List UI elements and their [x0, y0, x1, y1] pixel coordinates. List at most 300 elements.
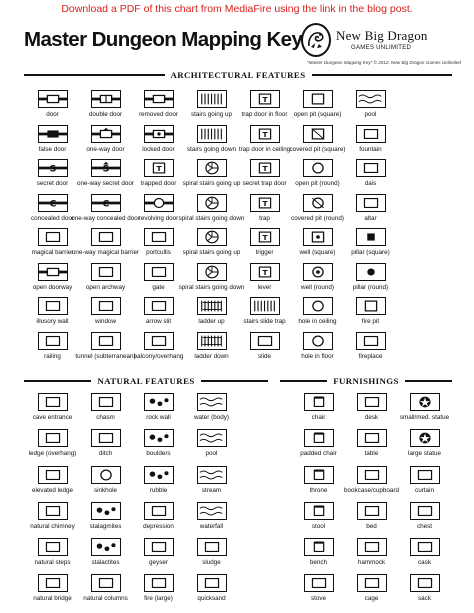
legend-label: fire pit — [361, 318, 380, 325]
legend-cell — [132, 228, 185, 263]
legend-label: natural bridge — [33, 595, 72, 603]
legend-cell — [345, 429, 398, 465]
legend-label: natural chimney — [30, 522, 75, 530]
legend-label: locked door — [142, 145, 175, 153]
fountain-icon — [356, 125, 386, 143]
secret-trap-door-icon — [250, 159, 280, 177]
legend-cell — [398, 538, 451, 574]
arrow-slit-icon — [144, 297, 174, 315]
legend-cell — [238, 90, 291, 125]
legend-label: hammock — [357, 559, 386, 567]
secret-door-icon — [38, 159, 68, 177]
legend-cell — [345, 574, 398, 610]
legend-label: hole in ceiling — [298, 318, 337, 325]
header-rule — [24, 380, 91, 382]
padded-chair-icon — [304, 429, 334, 447]
legend-cell — [291, 332, 344, 367]
pit-round-icon — [303, 159, 333, 177]
legend-cell — [238, 393, 291, 429]
legend-cell — [26, 429, 79, 465]
dragon-seal-icon — [301, 23, 331, 57]
legend-cell — [292, 466, 345, 502]
legend-cell — [291, 159, 344, 194]
legend-cell — [26, 332, 79, 367]
legend-label: portcullis — [146, 249, 171, 256]
legend-cell — [291, 263, 344, 298]
spiral-down-2-icon — [197, 263, 227, 281]
trigger-icon — [250, 228, 280, 246]
legend-label: sludge — [202, 559, 221, 567]
legend-cell — [132, 574, 185, 610]
svg-text:T: T — [261, 198, 268, 208]
legend-cell — [291, 125, 344, 160]
rock-wall-icon — [144, 393, 174, 411]
chasm-icon — [91, 393, 121, 411]
legend-cell — [26, 90, 79, 125]
legend-cell — [344, 263, 397, 298]
legend-label: rock wall — [146, 414, 171, 421]
legend-cell — [185, 297, 238, 332]
stool-icon — [304, 502, 334, 520]
open-doorway-icon — [38, 263, 68, 281]
natural-chimney-icon — [38, 502, 68, 520]
legend-cell — [238, 538, 291, 574]
svg-text:C: C — [49, 199, 56, 209]
pool-icon — [356, 90, 386, 108]
top-download-link[interactable]: Download a PDF of this chart from MediaFire using the link in the blog post. — [61, 3, 413, 15]
legend-cell — [79, 393, 132, 429]
legend-label: stalagmites — [89, 522, 122, 530]
concealed-door-icon — [38, 194, 68, 212]
one-way-magical-barrier-icon — [91, 228, 121, 246]
legend-cell — [398, 502, 451, 538]
architectural-header — [24, 69, 452, 81]
logo-brand-subtitle: GAMES UNLIMITED — [351, 45, 412, 51]
page-title: Master Dungeon Mapping Key — [24, 28, 303, 51]
legend-label: natural columns — [83, 595, 128, 603]
legend-label: geyser — [149, 559, 168, 567]
legend-cell — [398, 429, 451, 465]
legend-cell — [344, 194, 397, 229]
fireplace-icon — [356, 332, 386, 350]
legend-label: trap door in ceiling — [238, 145, 291, 153]
door-icon — [38, 90, 68, 108]
legend-cell — [185, 574, 238, 610]
bed-icon — [357, 502, 387, 520]
legend-label: stove — [310, 595, 327, 603]
legend-label: ladder down — [194, 352, 229, 360]
legend-cell — [26, 263, 79, 298]
legend-cell — [344, 159, 397, 194]
trapped-door-icon — [144, 159, 174, 177]
legend-label: desk — [364, 414, 379, 421]
legend-cell — [79, 538, 132, 574]
legend-cell — [397, 194, 450, 229]
legend-label: window — [95, 318, 116, 325]
legend-cell — [185, 393, 238, 429]
hammock-icon — [357, 538, 387, 556]
legend-label: stool — [311, 522, 326, 530]
legend-label: cask — [418, 559, 431, 567]
stairs-slide-trap-icon — [250, 297, 280, 315]
legend-cell — [132, 90, 185, 125]
legend-label: removed door — [139, 111, 178, 118]
legend-cell — [344, 90, 397, 125]
legend-cell — [398, 466, 451, 502]
legend-cell — [26, 393, 79, 429]
legend-label: dais — [364, 180, 377, 187]
legend-label: revolving door — [138, 214, 179, 222]
legend-label: chest — [416, 522, 433, 530]
legend-label: one-way secret door — [76, 180, 135, 187]
legend-label: small/med. statue — [399, 414, 450, 421]
legend-cell — [344, 297, 397, 332]
natural-steps-icon — [38, 538, 68, 556]
elevated-ledge-icon — [38, 466, 68, 484]
legend-cell — [291, 297, 344, 332]
legend-cell — [132, 538, 185, 574]
legend-cell — [185, 466, 238, 502]
legend-cell — [26, 466, 79, 502]
svg-text:T: T — [155, 164, 162, 174]
dais-icon — [356, 159, 386, 177]
chair-icon — [304, 393, 334, 411]
legend-label: cave entrance — [32, 414, 73, 421]
legend-cell — [292, 429, 345, 465]
svg-text:T: T — [261, 164, 268, 174]
legend-label: one-way magical barrier — [71, 249, 140, 256]
legend-cell — [26, 297, 79, 332]
legend-label: sack — [418, 595, 431, 603]
svg-text:T: T — [261, 129, 268, 139]
natural-title: NATURAL FEATURES — [97, 376, 195, 386]
header-rule — [312, 74, 453, 76]
legend-label: pool — [205, 450, 218, 458]
logo-brand-name: New Big Dragon — [336, 28, 428, 43]
legend-cell — [185, 90, 238, 125]
legend-cell — [26, 159, 79, 194]
legend-cell — [397, 90, 450, 125]
sack-icon — [410, 574, 440, 592]
legend-label: trap — [259, 214, 270, 222]
legend-cell — [238, 466, 291, 502]
legend-label: stairs going down — [186, 145, 236, 153]
legend-cell — [238, 429, 291, 465]
legend-cell — [132, 297, 185, 332]
fire-large-icon — [144, 574, 174, 592]
legend-cell — [71, 228, 140, 263]
stairs-up-icon — [197, 90, 227, 108]
legend-cell — [132, 332, 185, 367]
fire-pit-icon — [356, 297, 386, 315]
well-round-icon — [303, 263, 333, 281]
legend-cell — [26, 574, 79, 610]
legend-cell — [185, 502, 238, 538]
legend-label: tunnel (subterranean) — [75, 352, 136, 360]
legend-cell — [398, 574, 451, 610]
legend-cell — [292, 502, 345, 538]
architectural-grid — [26, 90, 450, 366]
legend-label: cage — [364, 595, 379, 603]
spiral-down-icon — [197, 194, 227, 212]
spiral-up-2-icon — [197, 228, 227, 246]
legend-label: bed — [366, 522, 377, 530]
legend-label: door — [46, 111, 59, 118]
legend-label: concealed door — [30, 214, 75, 222]
one-way-concealed-door-icon — [91, 194, 121, 212]
legend-cell — [79, 125, 132, 160]
railing-icon — [38, 332, 68, 350]
legend-cell — [238, 502, 291, 538]
legend-label: chair — [311, 414, 326, 421]
legend-cell — [26, 538, 79, 574]
natural-bridge-icon — [38, 574, 68, 592]
legend-cell — [185, 538, 238, 574]
svg-text:T: T — [261, 267, 268, 277]
throne-icon — [304, 466, 334, 484]
cask-icon — [410, 538, 440, 556]
legend-cell — [238, 159, 291, 194]
legend-label: one-way concealed door — [71, 214, 140, 222]
legend-cell — [178, 263, 245, 298]
legend-label: bench — [309, 559, 328, 567]
stove-icon — [304, 574, 334, 592]
legend-label: false door — [38, 145, 67, 153]
legend-cell — [397, 297, 450, 332]
legend-cell — [26, 194, 79, 229]
cage-icon — [357, 574, 387, 592]
double-door-icon — [91, 90, 121, 108]
legend-label: throne — [309, 486, 328, 494]
legend-label: ledge (overhang) — [28, 450, 77, 458]
legend-label: table — [364, 450, 379, 458]
legend-label: trigger — [255, 249, 274, 256]
spiral-up-icon — [197, 159, 227, 177]
illusory-wall-icon — [38, 297, 68, 315]
legend-label: natural steps — [34, 559, 71, 567]
legend-label: altar — [364, 214, 377, 222]
legend-cell — [238, 263, 291, 298]
legend-label: ditch — [98, 450, 113, 458]
legend-label: trap door in floor — [241, 111, 288, 118]
natural-grid — [26, 393, 266, 611]
legend-cell — [345, 538, 398, 574]
legend-cell — [344, 125, 397, 160]
pillar-round-icon — [356, 263, 386, 281]
legend-label: pillar (square) — [351, 249, 390, 256]
legend-label: elevated ledge — [32, 486, 73, 494]
legend-cell — [185, 429, 238, 465]
legend-cell — [185, 332, 238, 367]
legend-label: gate — [152, 283, 165, 291]
small-statue-icon — [410, 393, 440, 411]
trap-door-ceiling-icon — [250, 125, 280, 143]
legend-label: railing — [44, 352, 61, 360]
revolving-door-icon — [144, 194, 174, 212]
legend-label: ladder up — [198, 318, 225, 325]
bench-icon — [304, 538, 334, 556]
legend-label: waterfall — [199, 522, 224, 530]
curtain-icon — [410, 466, 440, 484]
legend-label: covered pit (square) — [289, 145, 346, 153]
water-body-icon — [197, 393, 227, 411]
furnishings-title: FURNISHINGS — [333, 376, 399, 386]
legend-cell — [397, 125, 450, 160]
legend-label: open pit (round) — [295, 180, 340, 187]
stalagmites-icon — [91, 502, 121, 520]
hole-ceiling-icon — [303, 297, 333, 315]
sludge-icon — [197, 538, 227, 556]
ledge-overhang-icon — [38, 429, 68, 447]
legend-label: covered pit (round) — [291, 214, 344, 222]
legend-cell — [79, 297, 132, 332]
false-door-icon — [38, 125, 68, 143]
furnishings-grid — [292, 393, 452, 611]
legend-label: well (square) — [299, 249, 336, 256]
legend-label: spiral stairs going down — [178, 214, 245, 222]
legend-cell — [79, 90, 132, 125]
legend-label: well (round) — [301, 283, 334, 291]
legend-cell — [397, 263, 450, 298]
legend-label: trapped door — [140, 180, 177, 187]
legend-label: slide — [258, 352, 271, 360]
legend-label: depression — [143, 522, 174, 530]
legend-label: pillar (round) — [352, 283, 389, 291]
legend-cell — [291, 194, 344, 229]
legend-cell — [238, 194, 291, 229]
ditch-icon — [91, 429, 121, 447]
svg-text:T: T — [261, 95, 268, 105]
large-statue-icon — [410, 429, 440, 447]
legend-label: open pit (square) — [293, 111, 342, 118]
legend-cell — [26, 228, 79, 263]
legend-label: illusory wall — [36, 318, 69, 325]
architectural-title: ARCHITECTURAL FEATURES — [170, 70, 306, 80]
depression-icon — [144, 502, 174, 520]
pit-square-icon — [303, 90, 333, 108]
open-archway-icon — [91, 263, 121, 281]
bookcase-icon — [357, 466, 387, 484]
rubble-icon — [144, 466, 174, 484]
magical-barrier-icon — [38, 228, 68, 246]
lever-icon — [250, 263, 280, 281]
svg-text:C: C — [102, 199, 109, 209]
legend-cell — [397, 159, 450, 194]
pillar-square-icon — [356, 228, 386, 246]
legend-cell — [79, 263, 132, 298]
legend-label: fireplace — [358, 352, 383, 360]
legend-cell — [79, 574, 132, 610]
legend-label: pool — [364, 111, 377, 118]
legend-label: double door — [88, 111, 123, 118]
legend-cell — [345, 393, 398, 429]
legend-label: secret door — [36, 180, 69, 187]
legend-cell — [238, 332, 291, 367]
legend-label: one-way door — [86, 145, 125, 153]
natural-pool-icon — [197, 429, 227, 447]
legend-cell — [344, 228, 397, 263]
legend-label: spiral stairs going up — [182, 249, 241, 256]
header-rule — [201, 380, 268, 382]
boulders-icon — [144, 429, 174, 447]
legend-cell — [132, 429, 185, 465]
legend-label: large statue — [408, 450, 441, 458]
chest-icon — [410, 502, 440, 520]
legend-label: lever — [257, 283, 272, 291]
legend-cell — [238, 297, 291, 332]
covered-pit-round-icon — [303, 194, 333, 212]
legend-cell — [185, 125, 238, 160]
legend-label: arrow slit — [145, 318, 172, 325]
legend-cell — [397, 332, 450, 367]
legend-label: magical barrier — [31, 249, 74, 256]
legend-cell — [75, 332, 136, 367]
covered-pit-square-icon — [303, 125, 333, 143]
legend-label: quicksand — [197, 595, 226, 603]
trap-door-floor-icon — [250, 90, 280, 108]
legend-label: sinkhole — [93, 486, 118, 494]
legend-label: stalactites — [91, 559, 120, 567]
one-way-door-icon — [91, 125, 121, 143]
legend-cell — [344, 332, 397, 367]
balcony-icon — [144, 332, 174, 350]
furnishings-header — [280, 375, 452, 387]
tunnel-icon — [91, 332, 121, 350]
legend-label: spiral stairs going down — [178, 283, 245, 291]
header-rule — [280, 380, 327, 382]
legend-cell — [76, 159, 135, 194]
legend-label: fire (large) — [144, 595, 173, 603]
legend-cell — [238, 574, 291, 610]
legend-cell — [397, 228, 450, 263]
header-rule — [24, 74, 165, 76]
removed-door-icon — [144, 90, 174, 108]
legend-cell — [178, 194, 245, 229]
publisher-logo — [301, 23, 466, 69]
svg-text:S: S — [102, 164, 109, 175]
stream-icon — [197, 466, 227, 484]
table-icon — [357, 429, 387, 447]
legend-label: balcony/overhang — [133, 352, 184, 360]
legend-label: curtain — [415, 486, 434, 494]
legend-label: secret trap door — [242, 180, 287, 187]
legend-cell — [132, 125, 185, 160]
quicksand-icon — [197, 574, 227, 592]
header-rule — [405, 380, 452, 382]
altar-icon — [356, 194, 386, 212]
legend-cell — [79, 466, 132, 502]
legend-cell — [182, 228, 241, 263]
svg-text:T: T — [261, 233, 268, 243]
legend-cell — [345, 502, 398, 538]
geyser-icon — [144, 538, 174, 556]
legend-cell — [132, 194, 185, 229]
portcullis-icon — [144, 228, 174, 246]
hole-floor-icon — [303, 332, 333, 350]
legend-cell — [238, 228, 291, 263]
legend-cell — [132, 159, 185, 194]
legend-cell — [292, 538, 345, 574]
stairs-down-icon — [197, 125, 227, 143]
legend-label: stairs slide trap — [243, 318, 286, 325]
ladder-down-icon — [197, 332, 227, 350]
copyright-note: "Master Dungeon Mapping Key" © 2012, New Big Dragon Games Unlimited — [307, 60, 461, 65]
legend-cell — [132, 263, 185, 298]
legend-label: water (body) — [194, 414, 229, 421]
window-icon — [91, 297, 121, 315]
legend-label: stairs going up — [191, 111, 232, 118]
legend-label: bookcase/cupboard — [344, 486, 399, 494]
